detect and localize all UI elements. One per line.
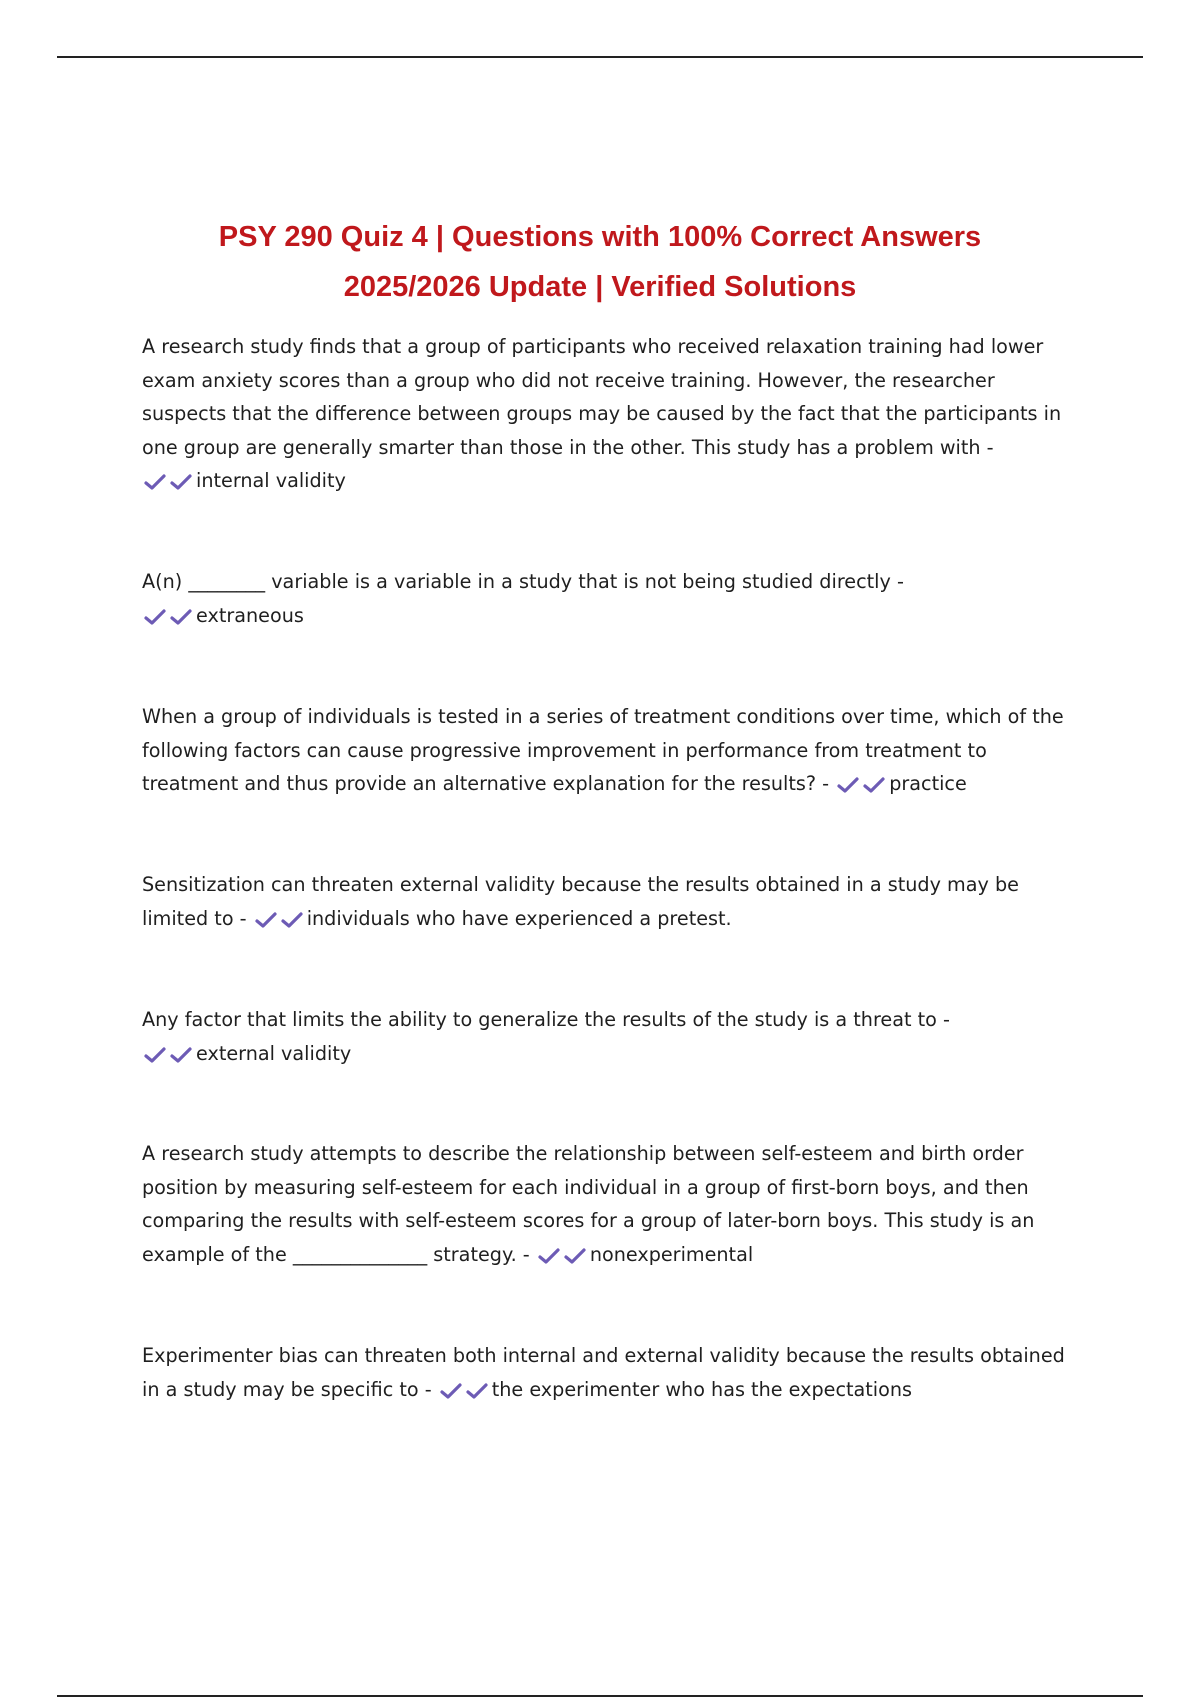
question-text: Experimenter bias can threaten both internal and external validity because the results obtained in a study may be specific to - (142, 1344, 1065, 1401)
answer-text: extraneous (196, 603, 304, 627)
question-text: Sensitization can threaten external validity because the results obtained in a study may be limited to - (142, 873, 1019, 930)
check-icon (253, 910, 279, 930)
top-rule (57, 56, 1143, 58)
check-icon (861, 775, 887, 795)
verified-checks (536, 1238, 588, 1272)
check-icon (562, 1246, 588, 1266)
qa-item-2 (142, 565, 1072, 633)
check-icon (142, 472, 168, 492)
question-text: A research study finds that a group of participants who received relaxation training had lower exam anxiety scores than a group who did not receive training. However, the researcher suspects that the difference between groups may be caused by the fact that the participants in one group are generally smarter than those in the other. This study has a problem with - (142, 335, 1062, 459)
answer-text: internal validity (196, 469, 346, 492)
check-icon (142, 607, 168, 627)
question-text: A(n) ________ variable is a variable in a study that is not being studied directly - (142, 570, 904, 593)
check-icon (168, 1045, 194, 1065)
check-icon (279, 910, 305, 930)
bottom-rule (57, 1695, 1143, 1697)
check-icon (168, 607, 194, 627)
answer-text: individuals who have experienced a pretest. (306, 906, 732, 930)
answer-text: practice (889, 772, 967, 795)
document-title (140, 212, 1060, 312)
question-text: When a group of individuals is tested in a series of treatment conditions over time, which of the following factors can cause progressive improvement in performance from treatment to treatment and thus provide an alternative explanation for the results? - (142, 705, 1064, 795)
qa-item-1 (142, 330, 1072, 498)
answer-text: nonexperimental (589, 1242, 754, 1266)
qa-item-3 (142, 700, 1072, 801)
check-icon (536, 1246, 562, 1266)
verified-checks (835, 768, 887, 802)
verified-checks (142, 1037, 194, 1071)
qa-item-5 (142, 1003, 1072, 1071)
verified-checks (142, 599, 194, 633)
check-icon (142, 1045, 168, 1065)
verified-checks (142, 465, 194, 499)
qa-item-7 (142, 1339, 1072, 1407)
title-line-1: PSY 290 Quiz 4 | Questions with 100% Correct Answers (218, 221, 982, 253)
check-icon (168, 472, 194, 492)
verified-checks (438, 1373, 490, 1407)
qa-item-4 (142, 868, 1072, 936)
check-icon (835, 775, 861, 795)
title-line-2: 2025/2026 Update | Verified Solutions (343, 271, 857, 303)
qa-item-6 (142, 1137, 1072, 1272)
question-text: A research study attempts to describe the relationship between self-esteem and birth order position by measuring self-esteem for each individual in a group of first-born boys, and then comparing the results with self-esteem scores for a group of later-born boys. This study is an example of the ______________ strategy. - (142, 1142, 1035, 1266)
question-text: Any factor that limits the ability to generalize the results of the study is a threat to - (142, 1008, 950, 1031)
answer-text: the experimenter who has the expectations (491, 1377, 913, 1401)
check-icon (438, 1381, 464, 1401)
verified-checks (253, 902, 305, 936)
check-icon (464, 1381, 490, 1401)
answer-text: external validity (196, 1041, 352, 1065)
